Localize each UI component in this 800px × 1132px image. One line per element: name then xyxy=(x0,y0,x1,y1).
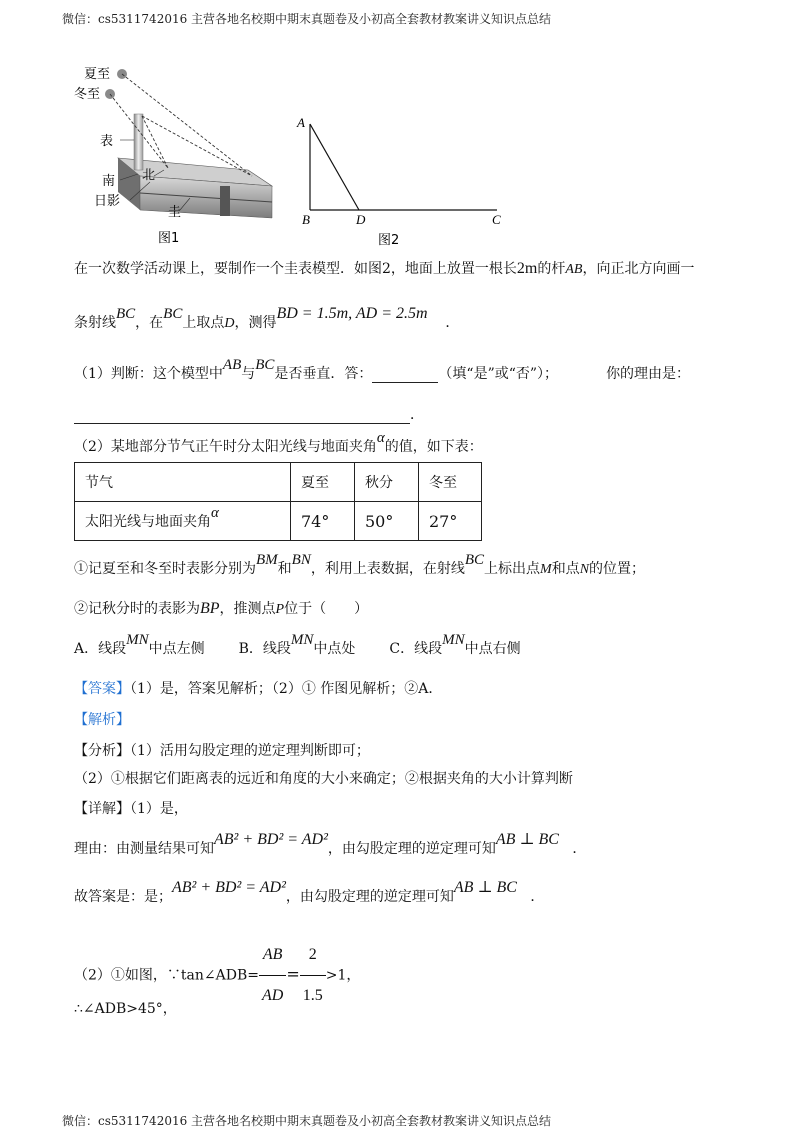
text: ，推测点 xyxy=(219,601,276,617)
text: 的值，如下表： xyxy=(384,439,483,455)
fig2-point-C: C xyxy=(492,212,501,227)
text: = xyxy=(286,964,300,984)
math-bc: BC xyxy=(163,306,183,322)
analysis-tag: 【解析】 xyxy=(74,712,130,728)
text: ，测得 xyxy=(234,315,277,331)
text: ，由勾股定理的逆定理可知 xyxy=(285,889,454,905)
text: （1）判断：这个模型中 xyxy=(74,366,223,382)
math-ab: AB xyxy=(222,357,242,373)
text: ． xyxy=(530,889,545,905)
text: ∴∠ADB>45°， xyxy=(74,1001,177,1017)
text: 太阳光线与地面夹角 xyxy=(85,514,211,530)
math-mn: MN xyxy=(442,632,465,648)
fig2-point-B: B xyxy=(302,212,310,227)
table-row xyxy=(75,502,482,541)
text: （填“是”或“否”）； xyxy=(438,366,559,382)
table-header-cell: 秋分 xyxy=(355,463,419,502)
page-header-bottom: 微信：cs5311742016 主营各地名校期中期末真题卷及小初高全套教材教案讲义知识点总结 xyxy=(62,1114,552,1128)
text: ． xyxy=(445,315,460,331)
fig1-label-gui: 圭 xyxy=(168,205,182,220)
text: 中点处 xyxy=(313,641,356,657)
text: C．线段 xyxy=(389,641,443,657)
math-ab: AB xyxy=(565,262,583,277)
text: 中点右侧 xyxy=(464,641,521,657)
text: B．线段 xyxy=(238,641,291,657)
answer-line xyxy=(74,680,442,698)
text: 条射线 xyxy=(74,315,116,331)
math-equation: AB² + BD² = AD² xyxy=(214,831,328,848)
fig1-label-north: 北 xyxy=(142,168,156,183)
figure-2-triangle-diagram xyxy=(292,112,512,252)
detail-tag: 【详解】 xyxy=(74,801,130,817)
figure-1-gnomon-illustration xyxy=(70,58,300,248)
table-header-cell: 夏至 xyxy=(291,463,355,502)
question-1-line xyxy=(74,357,691,383)
text: ． xyxy=(410,407,424,423)
fenxi-line-1 xyxy=(74,742,370,760)
table-cell: 50° xyxy=(355,502,419,541)
text: ，向正北方向画一 xyxy=(582,261,695,277)
fig1-label-winter: 冬至 xyxy=(74,87,101,102)
fig1-label-gnomon: 表 xyxy=(100,134,114,149)
math-n: N xyxy=(579,562,590,577)
table-cell: 27° xyxy=(419,502,482,541)
solar-term-table xyxy=(74,462,482,541)
text: （1）是， xyxy=(130,801,188,817)
math-bc: BC xyxy=(464,552,485,568)
math-perpendicular: AB ⊥ BC xyxy=(495,831,559,848)
text: 你的理由是： xyxy=(606,366,691,382)
math-perpendicular: AB ⊥ BC xyxy=(453,879,517,896)
text: 上标出点 xyxy=(484,561,541,577)
text: （2）①如图，∵tan∠ADB= xyxy=(74,967,259,984)
text: （1）是，答案见解析；（2）① 作图见解析；②A． xyxy=(130,681,443,697)
math-d: D xyxy=(224,316,235,331)
math-mn: MN xyxy=(126,632,149,648)
answer-blank-reason[interactable] xyxy=(74,409,410,424)
math-bn: BN xyxy=(291,552,311,568)
numerator: 2 xyxy=(300,935,326,976)
detail-tag-line xyxy=(74,800,188,818)
denominator: 1.5 xyxy=(302,987,323,1004)
angle-conclusion-line xyxy=(74,1000,177,1018)
text: 故答案是：是； xyxy=(74,889,172,905)
answer-conclusion-line xyxy=(74,879,545,906)
text: 在一次数学活动课上，要制作一个圭表模型．如图2，地面上放置一根长 xyxy=(74,261,517,277)
text: 与 xyxy=(241,366,256,382)
fig1-label-south: 南 xyxy=(102,174,116,189)
math-equation: AB² + BD² = AD² xyxy=(172,879,286,896)
text: 位于（ ） xyxy=(284,601,369,617)
question-2-line xyxy=(74,430,483,456)
text: ，利用上表数据，在射线 xyxy=(310,561,465,577)
text: 和 xyxy=(277,561,292,577)
text: ①记夏至和冬至时表影分别为 xyxy=(74,561,256,577)
reason-blank-line xyxy=(74,406,424,424)
math-alpha: α xyxy=(376,430,385,446)
math-length: 2m xyxy=(516,260,538,277)
table-header-row xyxy=(75,463,482,502)
text: >1， xyxy=(325,967,361,984)
fig1-caption: 图1 xyxy=(158,231,180,246)
math-mn: MN xyxy=(290,632,314,648)
text: A．线段 xyxy=(74,641,127,657)
text: （1）活用勾股定理的逆定理判断即可； xyxy=(130,743,370,759)
fraction-ab-ad xyxy=(259,935,286,1016)
text: ②记秋分时的表影为 xyxy=(74,601,200,617)
text: ，由勾股定理的逆定理可知 xyxy=(327,841,496,857)
option-c[interactable] xyxy=(389,632,520,657)
fenxi-tag: 【分析】 xyxy=(74,743,130,759)
problem-intro-line-2 xyxy=(74,305,460,333)
numerator: AB xyxy=(259,935,286,976)
text: 的杆 xyxy=(537,261,566,277)
text: 上取点 xyxy=(182,315,225,331)
math-alpha: α xyxy=(211,505,219,521)
table-header-cell: 冬至 xyxy=(419,463,482,502)
text: （2）某地部分节气正午时分太阳光线与地面夹角 xyxy=(74,439,377,455)
option-a[interactable] xyxy=(74,632,205,657)
table-header-cell: 节气 xyxy=(75,463,291,502)
fig2-point-A: A xyxy=(297,115,305,130)
fig1-label-summer: 夏至 xyxy=(84,67,111,82)
sub-question-2 xyxy=(74,600,368,619)
denominator: AD xyxy=(261,987,284,1004)
answer-tag: 【答案】 xyxy=(74,681,130,697)
option-b[interactable] xyxy=(239,632,356,657)
text: 的位置； xyxy=(589,561,646,577)
text: 和点 xyxy=(551,561,580,577)
analysis-tag-line xyxy=(74,711,130,729)
fig2-caption: 图2 xyxy=(378,233,400,248)
fenxi-line-2 xyxy=(74,770,573,788)
math-bc: BC xyxy=(255,357,275,373)
text: ． xyxy=(572,841,587,857)
answer-blank-1[interactable] xyxy=(372,368,438,383)
math-bc: BC xyxy=(116,306,136,322)
options-line xyxy=(74,632,521,658)
text: 是否垂直．答： xyxy=(274,366,373,382)
math-measurement: BD = 1.5m, AD = 2.5m xyxy=(276,305,428,322)
math-bp: BP xyxy=(200,600,220,617)
fraction-2-1-5 xyxy=(300,935,326,1016)
page-header-top: 微信：cs5311742016 主营各地名校期中期末真题卷及小初高全套教材教案讲义知识点总结 xyxy=(62,12,552,26)
text: ，在 xyxy=(135,315,164,331)
text: 中点左侧 xyxy=(148,641,205,657)
table-row-label xyxy=(75,502,291,541)
math-p: P xyxy=(275,602,285,617)
text: 理由：由测量结果可知 xyxy=(74,841,214,857)
reason-line xyxy=(74,831,587,858)
text: （2）①根据它们距离表的远近和角度的大小来确定；②根据夹角的大小计算判断 xyxy=(74,771,573,787)
problem-intro-line-1 xyxy=(74,260,694,279)
fig2-point-D: D xyxy=(356,212,366,227)
math-bm: BM xyxy=(256,552,278,568)
sub-question-1 xyxy=(74,552,646,579)
table-cell: 74° xyxy=(291,502,355,541)
math-m: M xyxy=(540,562,552,577)
fig1-label-shadow: 日影 xyxy=(94,194,121,209)
